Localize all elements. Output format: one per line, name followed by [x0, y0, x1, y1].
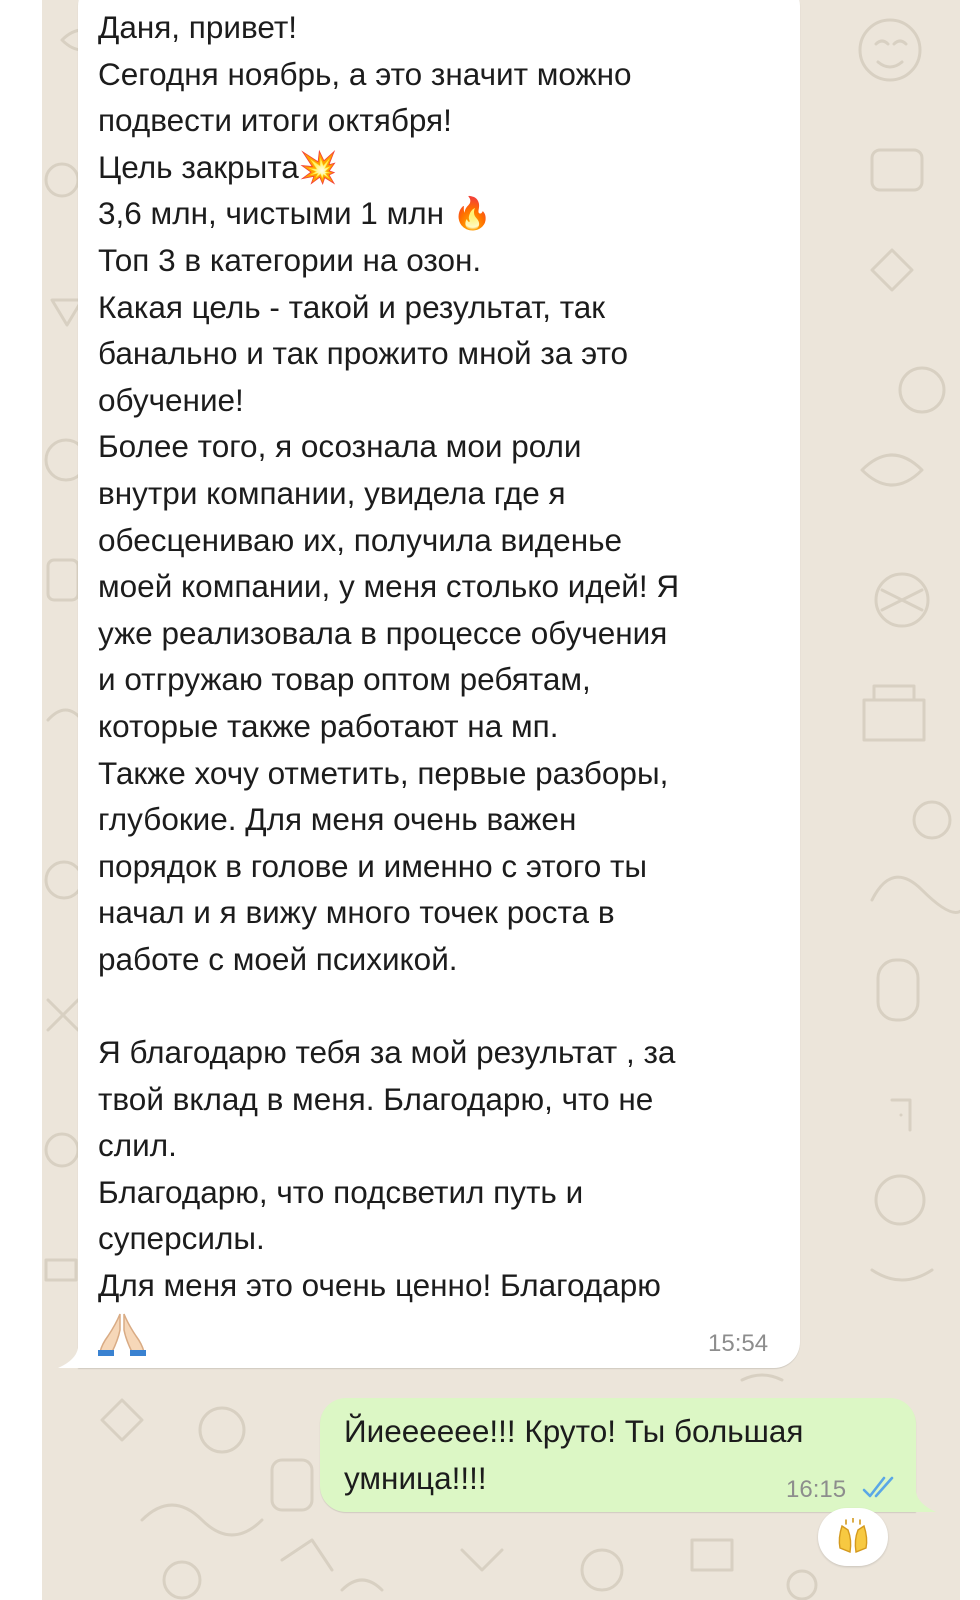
raising-hands-icon: [834, 1518, 872, 1556]
incoming-bubble-tail: [58, 1348, 84, 1368]
message-reaction[interactable]: [818, 1508, 888, 1566]
outgoing-bubble-tail: [910, 1492, 936, 1512]
incoming-message-text: Даня, привет! Сегодня ноябрь, а это значит можно подвести итоги октября! Цель закрыта💥 3,6 млн, чистыми 1 млн 🔥 Топ 3 в категории на озон. Какая цель - такой и результат, так банально и так прожито мной за это обучение! Более того, я осознала мои роли внутри компании, увидела где я обесцениваю их, получила виденье моей компании, у меня столько идей! Я уже реализовала в процессе обучения и отгружаю товар оптом ребятам, которые также работают на мп. Также хочу отметить, первые разборы, глубокие. Для меня очень важен порядок в голове и именно с этого ты начал и я вижу много точек роста в работе с моей психикой. Я благодарю тебя за мой результат , за твой вклад в меня. Благодарю, что не слил. Благодарю, что подсветил путь и суперсилы. Для меня это очень ценно! Благодарю: [98, 9, 680, 1304]
outgoing-message-text: Йиееееее!!! Круто! Ты большая умница!!!!: [344, 1413, 804, 1496]
double-check-icon: [862, 1474, 900, 1500]
outgoing-message-time: 16:15: [786, 1476, 847, 1503]
incoming-message-time: 15:54: [708, 1330, 769, 1357]
folded-hands-icon: [98, 1310, 146, 1356]
